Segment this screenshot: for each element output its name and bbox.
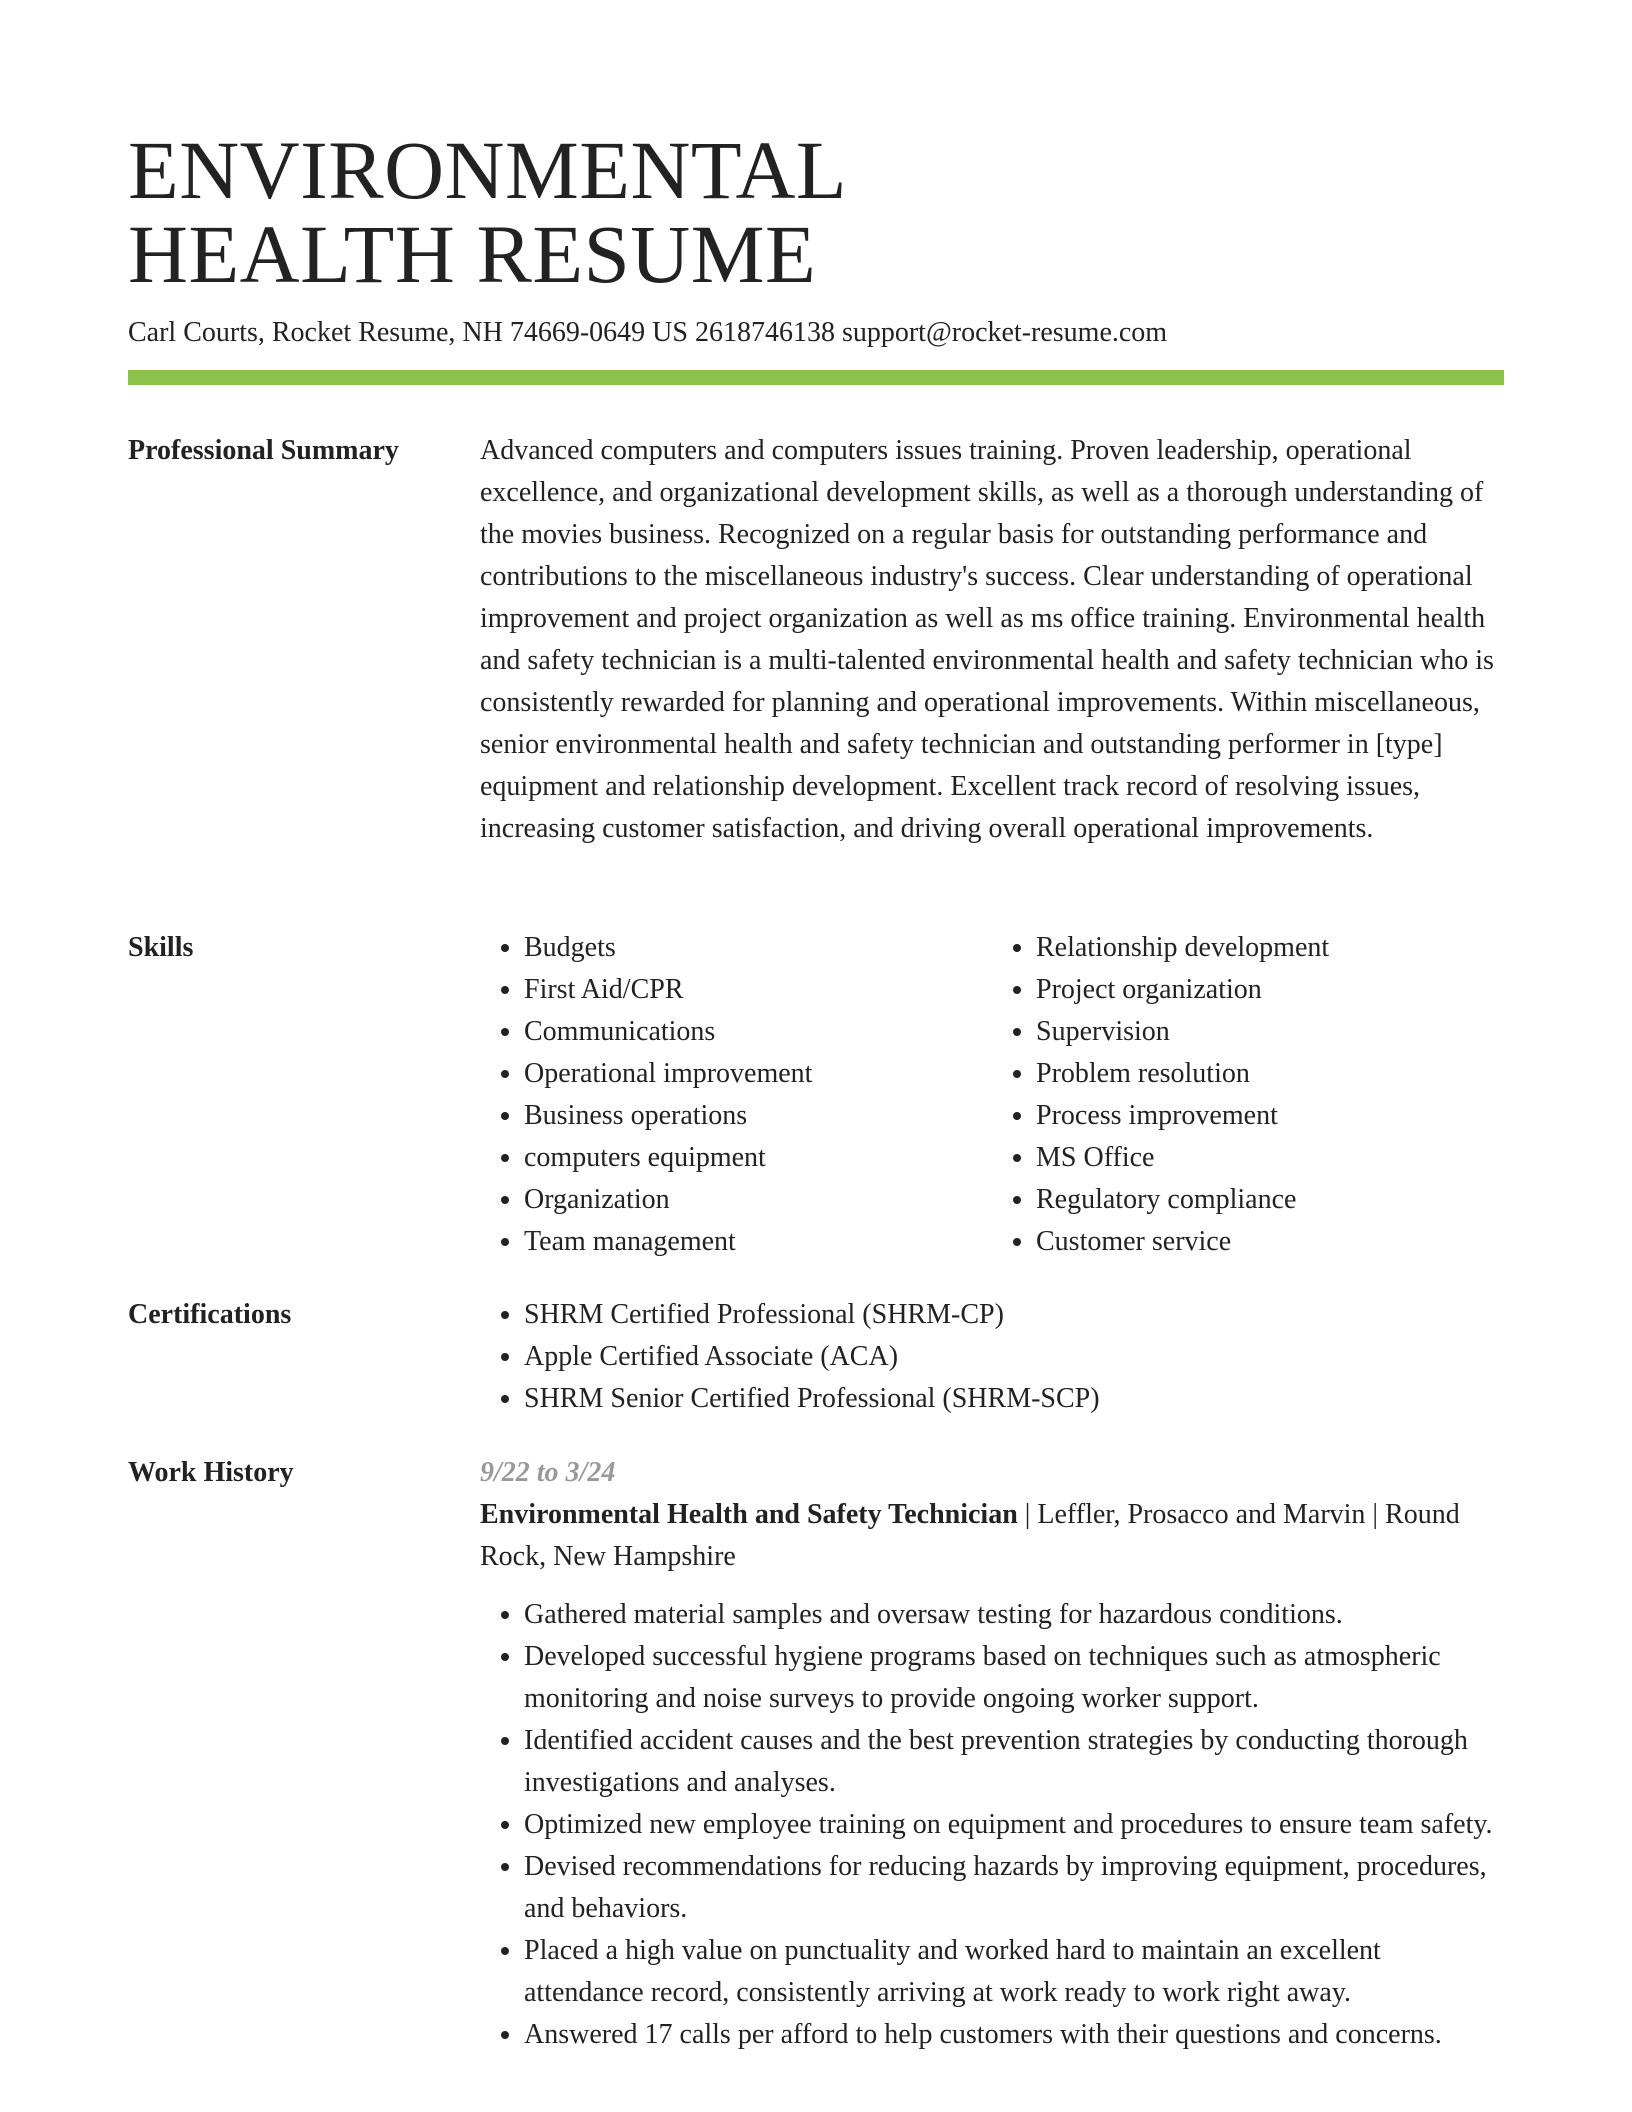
job-bullet: • Answered 17 calls per afford to help customers with their questions and concerns. xyxy=(524,2014,1504,2056)
accent-divider xyxy=(128,370,1504,385)
certification-item: • SHRM Senior Certified Professional (SHRM-SCP) xyxy=(524,1378,1504,1420)
skill-item: • Customer service xyxy=(1036,1221,1504,1263)
skill-item: • Process improvement xyxy=(1036,1095,1504,1137)
job-bullet: • Devised recommendations for reducing hazards by improving equipment, procedures, and behaviors. xyxy=(524,1846,1504,1930)
skills-list-left xyxy=(480,927,992,1263)
certification-item: • SHRM Certified Professional (SHRM-CP) xyxy=(524,1294,1504,1336)
work-history-body xyxy=(480,1452,1504,2056)
work-history-heading: Work History xyxy=(128,1457,294,1488)
skill-item: • Organization xyxy=(524,1179,992,1221)
certifications-list xyxy=(480,1294,1504,1420)
job-heading xyxy=(480,1494,1504,1578)
job-bullets xyxy=(480,1594,1504,2056)
skill-item: • Project organization xyxy=(1036,969,1504,1011)
summary-body xyxy=(480,430,1504,850)
job-bullet: • Placed a high value on punctuality and worked hard to maintain an excellent attendance record, consistently arriving at work ready to work right away. xyxy=(524,1930,1504,2014)
skill-item: • Supervision xyxy=(1036,1011,1504,1053)
skill-item: • Team management xyxy=(524,1221,992,1263)
skill-item: • Budgets xyxy=(524,927,992,969)
job-details: | Leffler, Prosacco and Marvin | Round Rock, New Hampshire xyxy=(480,1499,1460,1572)
skill-item: • Regulatory compliance xyxy=(1036,1179,1504,1221)
skills-list-right xyxy=(992,927,1504,1263)
summary-text: Advanced computers and computers issues training. Proven leadership, operational excellence, and organizational development skills, as well as a thorough understanding of the movies business. Recognized on a regular basis for outstanding performance and contributions to the miscellaneous industry's success. Clear understanding of operational improvement and project organization as well as ms office training. Environmental health and safety technician is a multi-talented environmental health and safety technician who is consistently rewarded for planning and operational improvements. Within miscellaneous, senior environmental health and safety technician and outstanding performer in [type] equipment and relationship development. Excellent track record of resolving issues, increasing customer satisfaction, and driving overall operational improvements. xyxy=(480,435,1494,844)
skills-body xyxy=(480,927,1504,1263)
job-entry xyxy=(480,1452,1504,2056)
skill-item: • computers equipment xyxy=(524,1137,992,1179)
certifications-body xyxy=(480,1294,1504,1420)
resume-title xyxy=(128,124,848,300)
certification-item: • Apple Certified Associate (ACA) xyxy=(524,1336,1504,1378)
resume-title-line-1: ENVIRONMENTAL xyxy=(128,124,848,216)
job-dates: 9/22 to 3/24 xyxy=(480,1457,616,1488)
job-bullet: • Identified accident causes and the best prevention strategies by conducting thorough investigations and analyses. xyxy=(524,1720,1504,1804)
job-bullet: • Optimized new employee training on equipment and procedures to ensure team safety. xyxy=(524,1804,1504,1846)
job-bullet: • Developed successful hygiene programs based on techniques such as atmospheric monitoring and noise surveys to provide ongoing worker support. xyxy=(524,1636,1504,1720)
summary-heading: Professional Summary xyxy=(128,435,399,466)
skill-item: • Communications xyxy=(524,1011,992,1053)
skill-item: • Operational improvement xyxy=(524,1053,992,1095)
skill-item: • First Aid/CPR xyxy=(524,969,992,1011)
skill-item: • Business operations xyxy=(524,1095,992,1137)
job-bullet: • Gathered material samples and oversaw testing for hazardous conditions. xyxy=(524,1594,1504,1636)
job-title: Environmental Health and Safety Technician xyxy=(480,1499,1018,1530)
skills-heading: Skills xyxy=(128,932,194,963)
skill-item: • Problem resolution xyxy=(1036,1053,1504,1095)
contact-info: Carl Courts, Rocket Resume, NH 74669-0649 US 2618746138 support@rocket-resume.com xyxy=(128,317,1168,348)
skill-item: • MS Office xyxy=(1036,1137,1504,1179)
resume-title-line-2: HEALTH RESUME xyxy=(128,208,817,300)
certifications-heading: Certifications xyxy=(128,1299,292,1330)
skill-item: • Relationship development xyxy=(1036,927,1504,969)
